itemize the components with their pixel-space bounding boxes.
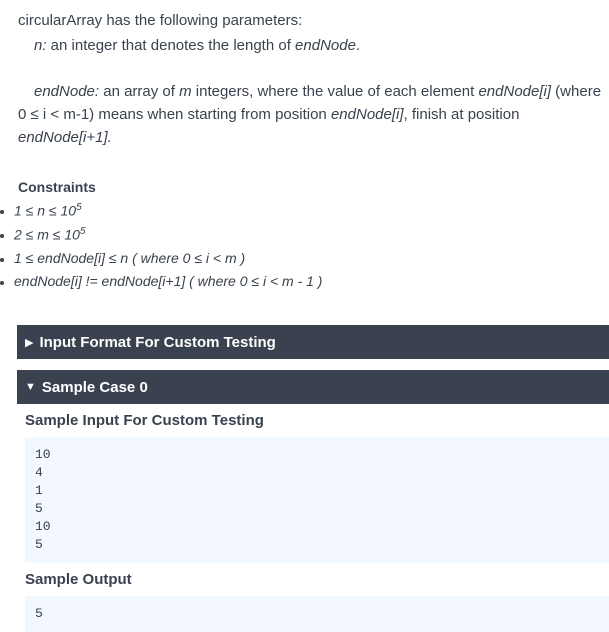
constraint-m-text: 2 ≤ m ≤ 10	[14, 226, 80, 243]
constraint-n-sup: 5	[76, 202, 82, 213]
constraint-m-sup: 5	[79, 226, 86, 237]
code-line: 10	[35, 519, 51, 534]
code-line: 5	[35, 501, 43, 516]
constraint-m	[14, 226, 86, 243]
param-endnode-name: endNode:	[34, 83, 100, 100]
param-endnode-l2b: ) means when starting from position	[89, 106, 331, 123]
param-endnode-l1a: an array of	[99, 83, 180, 100]
param-endnode-l2ref: endNode[i]	[330, 106, 404, 123]
bullet-dot	[0, 258, 4, 262]
param-n-ref: endNode	[295, 37, 356, 54]
constraints-title: Constraints	[18, 179, 96, 195]
param-endnode-line2	[18, 106, 519, 123]
param-endnode-l2a: 0 ≤ i < m-1	[18, 106, 90, 123]
param-n-end: .	[355, 37, 361, 54]
param-n	[34, 37, 360, 54]
input-format-toggle[interactable]	[17, 325, 609, 359]
caret-right-icon: ▶	[25, 336, 34, 349]
param-endnode-line1	[34, 83, 601, 100]
bullet-dot	[0, 281, 4, 285]
sample-input-block	[25, 437, 609, 563]
intro-text: circularArray has the following parameters:	[18, 12, 303, 29]
param-n-desc: an integer that denotes the length of	[46, 37, 296, 54]
bullet-dot	[0, 234, 4, 238]
param-n-name: n:	[34, 37, 47, 54]
param-endnode-l1b: integers, where the value of each element	[191, 83, 479, 100]
code-line: 1	[35, 483, 43, 498]
sample-output-block	[25, 596, 609, 632]
code-line: 5	[35, 606, 43, 621]
bullet-dot	[0, 210, 4, 214]
constraint-endnode-range: 1 ≤ endNode[i] ≤ n ( where 0 ≤ i < m )	[14, 250, 246, 266]
sample-input-title: Sample Input For Custom Testing	[25, 412, 264, 429]
code-line: 10	[35, 447, 51, 462]
sample-case-toggle[interactable]	[17, 370, 609, 404]
param-endnode-l1m: m	[179, 83, 192, 100]
constraint-endnode-distinct: endNode[i] != endNode[i+1] ( where 0 ≤ i < m - 1 )	[14, 273, 323, 289]
constraint-n	[14, 202, 82, 219]
param-endnode-l1ref: endNode[i]	[478, 83, 552, 100]
code-line: 4	[35, 465, 43, 480]
param-endnode-line3: endNode[i+1].	[18, 129, 112, 146]
constraint-n-text: 1 ≤ n ≤ 10	[14, 202, 77, 219]
param-endnode-l2c: , finish at position	[403, 106, 520, 123]
input-format-label: Input Format For Custom Testing	[39, 333, 276, 351]
sample-output-title: Sample Output	[25, 571, 132, 588]
sample-case-label: Sample Case 0	[41, 378, 148, 396]
caret-down-icon: ▼	[25, 381, 36, 393]
code-line: 5	[35, 537, 43, 552]
param-endnode-l1c: (where	[551, 83, 602, 100]
